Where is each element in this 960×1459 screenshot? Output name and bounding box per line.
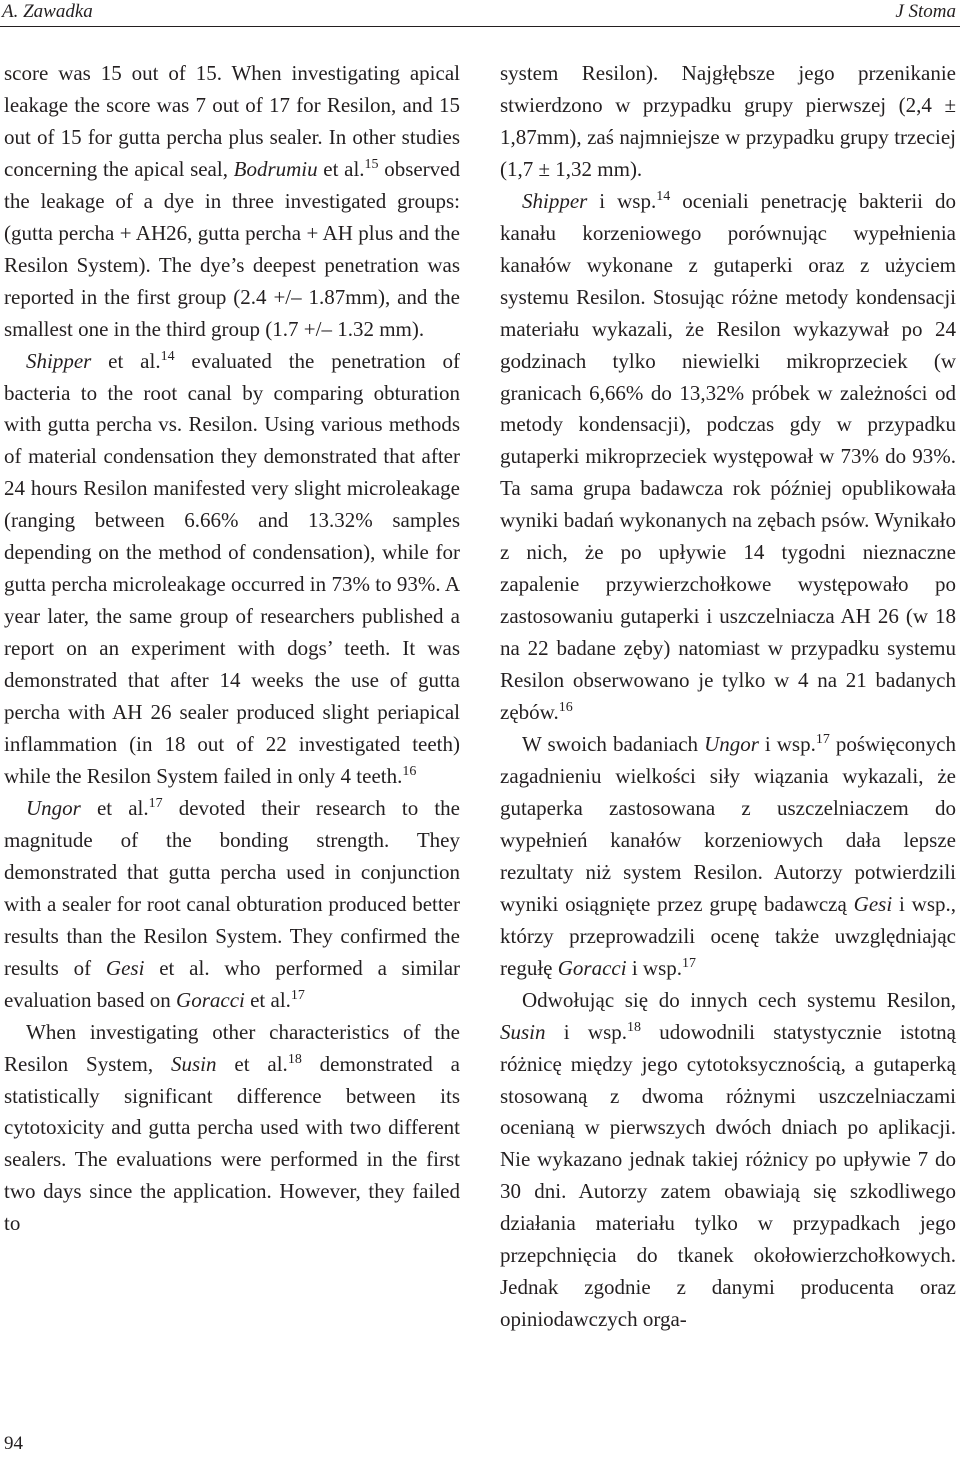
citation-reference: 16 bbox=[402, 763, 417, 779]
running-header bbox=[0, 0, 960, 27]
text-run: demonstrated a statistically significant difference between its cytotoxicity and gutta percha used with two different sealers. The evaluations were performed in the first two days since the application. However, they failed to bbox=[4, 1051, 460, 1236]
text-run: i wsp., którzy przeprowadzili ocenę także uwzględniając regułę bbox=[500, 891, 956, 980]
running-header-author-left: A. Zawadka bbox=[2, 1, 93, 22]
italic-author-name: Gesi bbox=[853, 891, 893, 916]
text-run: system Resilon). Najgłębsze jego przenikanie stwierdzono w przypadku grupy pierwszej (2,4 ± 1,87mm), zaś najmniejsze w przypadku grupy trzeciej (1,7 ± 1,32 mm). bbox=[500, 61, 956, 181]
paragraph bbox=[500, 186, 956, 729]
text-run: Odwołując się do innych cech systemu Resilon, bbox=[522, 987, 956, 1012]
text-run: et al. bbox=[244, 987, 291, 1012]
citation-reference: 14 bbox=[160, 348, 175, 364]
text-run: udowodnili statystycznie istotną różnicę między jego cytotoksycznością, a gutaperką stosowaną z dwoma różnymi uszczelniaczami ocenianą w pierwszych dwóch dniach po aplikacji. Nie wykazano jednak takiej różnicy po upływie 7 do 30 dni. Autorzy zatem obawiają się szkodliwego działania materiału tylko w przypadkach jego przepchnięcia do tkanek okołowierzchołkowych. Jednak zgodnie z danymi producenta oraz opiniodawczych orga- bbox=[500, 1019, 956, 1332]
text-run: i wsp. bbox=[758, 732, 816, 757]
text-run: evaluated the penetration of bacteria to the root canal by comparing obturation with gutta percha vs. Resilon. Using various methods of material condensation they demonstrated that after 24 hours Resilon manifested very slight microleakage (ranging between 6.66% and 13.32% samples depending on the method of condensation), while for gutta percha microleakage occurred in 73% to 93%. A year later, the same group of researchers published a report on an experiment with dogs’ teeth. It was demonstrated that after 14 weeks the use of gutta percha with AH 26 sealer produced slight periapical inflammation (in 18 out of 22 investigated teeth) while the Resilon System failed in only 4 teeth. bbox=[4, 348, 461, 788]
paragraph bbox=[4, 793, 460, 1017]
text-run: et al. bbox=[80, 795, 149, 820]
text-run: oceniali penetrację bakterii do kanału korzeniowego porównując wypełnienia kanałów wykonane z gutaperki oraz z użyciem systemu Resilon. Stosując różne metody kondensacji materiału wykazali, że Resilon wykazywał po 24 godzinach tylko niewielki mikroprzeciek (w granicach 6,66% do 13,32% próbek w zależności od metody kondensacji), podczas gdy w przypadku gutaperki mikroprzeciek występował w 73% do 93%. Ta sama grupa badawcza rok później opublikowała wyniki badań wykonanych na zębach psów. Wynikało z nich, że po upływie 14 tygodni nieznaczne zapalenie przywierzchołkowe występowało po zastosowaniu gutaperki i uszczelniacza AH 26 (w 18 na 22 badane zęby) natomiast w przypadku systemu Resilon obserwowano je tylko w 4 na 21 badanych zębów. bbox=[500, 188, 956, 725]
text-run: et al. who performed a similar evaluation based on bbox=[4, 955, 461, 1012]
paragraph bbox=[500, 58, 956, 186]
citation-reference: 17 bbox=[815, 732, 830, 748]
polish-text-column bbox=[500, 58, 956, 1336]
text-run: et al. bbox=[317, 156, 365, 181]
citation-reference: 16 bbox=[558, 700, 573, 716]
text-run: When investigating other characteristics of the Resilon System, bbox=[4, 1019, 460, 1076]
citation-reference: 14 bbox=[656, 188, 671, 204]
paragraph bbox=[500, 985, 956, 1336]
italic-author-name: Shipper bbox=[522, 188, 588, 213]
citation-reference: 18 bbox=[287, 1051, 302, 1067]
italic-author-name: Shipper bbox=[26, 348, 92, 373]
text-run: i wsp. bbox=[626, 955, 682, 980]
text-run: i wsp. bbox=[545, 1019, 628, 1044]
text-run: devoted their research to the magnitude of the bonding strength. They demonstrated that gutta percha used in conjunction with a sealer for root canal obturation produced better results than the Resilon System. They confirmed the results of bbox=[4, 795, 461, 980]
page-number: 94 bbox=[4, 1433, 23, 1454]
italic-author-name: Goracci bbox=[557, 955, 627, 980]
english-text-column bbox=[4, 58, 460, 1240]
citation-reference: 17 bbox=[148, 795, 163, 811]
text-run: i wsp. bbox=[587, 188, 657, 213]
running-header-author-right: J Stoma bbox=[895, 1, 956, 22]
citation-reference: 17 bbox=[290, 987, 305, 1003]
italic-author-name: Susin bbox=[171, 1051, 217, 1076]
text-run: poświęconych zagadnieniu wielkości siły wiązania wykazali, że gutaperka zastosowana z uszczelniaczem do wypełnień kanałów korzeniowych dała lepsze rezultaty niż system Resilon. Autorzy potwierdzili wyniki osiągnięte przez grupę badawczą bbox=[500, 732, 956, 916]
italic-author-name: Gesi bbox=[105, 955, 145, 980]
citation-reference: 15 bbox=[364, 156, 379, 172]
text-run: observed the leakage of a dye in three investigated groups: (gutta percha + AH26, gutta percha + AH plus and the Resilon System). The dye’s deepest penetration was reported in the first group (2.4 +/– 1.87mm), and the smallest one in the third group (1.7 +/– 1.32 mm). bbox=[4, 156, 461, 341]
italic-author-name: Ungor bbox=[704, 732, 759, 757]
italic-author-name: Goracci bbox=[176, 987, 245, 1012]
text-run: score was 15 out of 15. When investigating apical leakage the score was 7 out of 17 for Resilon, and 15 out of 15 for gutta percha plus sealer. In other studies concerning the apical seal, bbox=[4, 61, 460, 181]
paragraph bbox=[4, 346, 460, 793]
paragraph bbox=[4, 58, 460, 346]
citation-reference: 18 bbox=[627, 1019, 642, 1035]
paragraph bbox=[4, 1017, 460, 1241]
text-run: et al. bbox=[91, 348, 161, 373]
italic-author-name: Bodrumiu bbox=[233, 156, 318, 181]
italic-author-name: Ungor bbox=[26, 795, 81, 820]
citation-reference: 17 bbox=[682, 955, 696, 971]
text-run: et al. bbox=[216, 1051, 288, 1076]
text-run: W swoich badaniach bbox=[522, 732, 705, 757]
italic-author-name: Susin bbox=[500, 1019, 546, 1044]
paragraph bbox=[500, 729, 956, 985]
